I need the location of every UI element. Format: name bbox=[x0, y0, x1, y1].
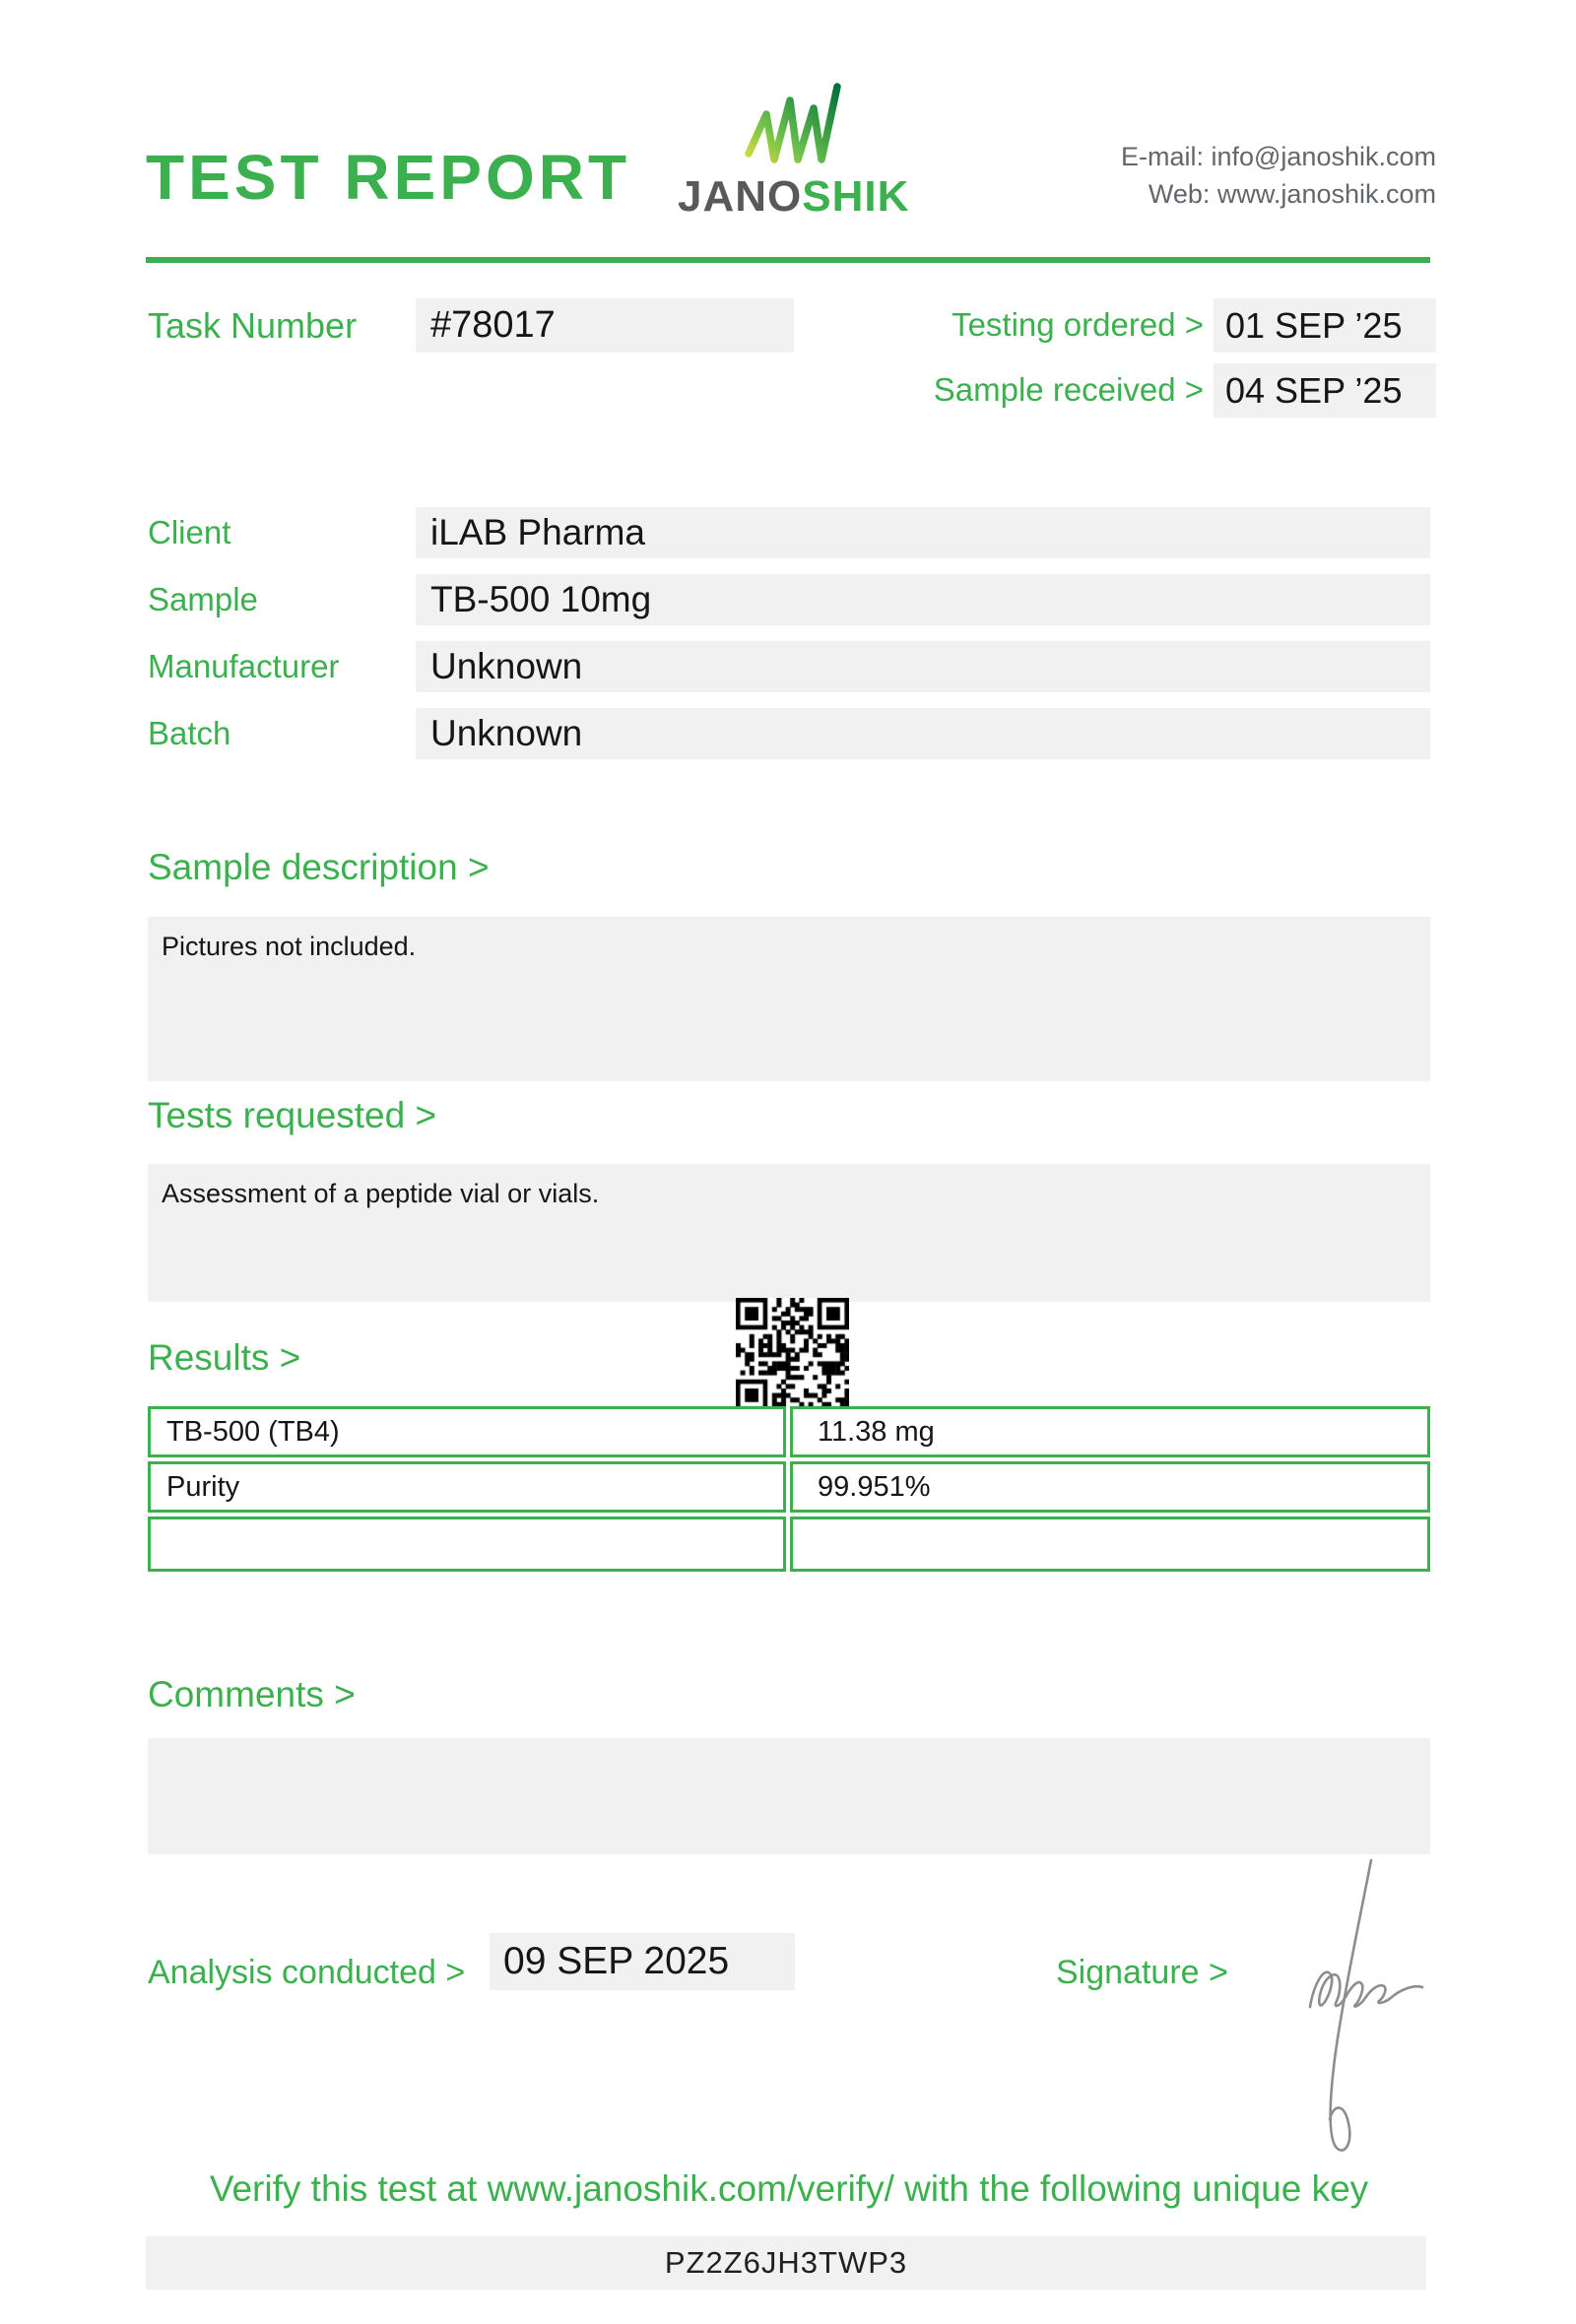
logo-word-shik: SHIK bbox=[802, 172, 910, 221]
results-heading: Results > bbox=[148, 1337, 301, 1378]
signature-label: Signature > bbox=[1056, 1954, 1228, 1991]
analysis-date-box bbox=[490, 1933, 795, 1990]
verify-instruction: Verify this test at www.janoshik.com/verify/ with the following unique key bbox=[209, 2168, 1369, 2209]
result-row-value bbox=[790, 1517, 1430, 1572]
manufacturer-box bbox=[416, 641, 1430, 692]
sample-box bbox=[416, 574, 1430, 625]
sample-description-heading: Sample description > bbox=[148, 847, 490, 887]
testing-ordered-label: Testing ordered > bbox=[952, 306, 1204, 343]
client-value: iLAB Pharma bbox=[430, 512, 645, 552]
sample-received-label: Sample received > bbox=[933, 371, 1204, 408]
batch-label: Batch bbox=[148, 715, 231, 751]
sample-description-text: Pictures not included. bbox=[162, 932, 417, 961]
analysis-date-value: 09 SEP 2025 bbox=[503, 1940, 730, 1982]
comments-heading: Comments > bbox=[148, 1674, 356, 1714]
task-number-box bbox=[416, 298, 794, 353]
signature-scribble bbox=[1290, 1857, 1438, 2172]
qr-code bbox=[736, 1298, 849, 1411]
client-box bbox=[416, 507, 1430, 558]
trend-chart-icon bbox=[743, 79, 841, 169]
analysis-conducted-label: Analysis conducted > bbox=[148, 1954, 466, 1991]
unique-key-value: PZ2Z6JH3TWP3 bbox=[664, 2245, 908, 2280]
tests-requested-text: Assessment of a peptide vial or vials. bbox=[162, 1179, 600, 1208]
web-line: Web: www.janoshik.com bbox=[1148, 179, 1436, 209]
contact-info bbox=[1121, 138, 1436, 213]
result-row-name: TB-500 (TB4) bbox=[148, 1406, 786, 1457]
task-number-label: Task Number bbox=[148, 305, 358, 346]
batch-value: Unknown bbox=[430, 713, 583, 753]
comments-box bbox=[148, 1738, 1430, 1854]
sample-received-value: 04 SEP ’25 bbox=[1225, 370, 1403, 411]
header-divider bbox=[146, 257, 1430, 263]
testing-ordered-value: 01 SEP ’25 bbox=[1225, 305, 1403, 346]
results-table bbox=[148, 1406, 1430, 1572]
result-row-name: Purity bbox=[148, 1461, 786, 1513]
unique-key-box bbox=[146, 2236, 1426, 2290]
result-row-name bbox=[148, 1517, 786, 1572]
email-line: E-mail: info@janoshik.com bbox=[1120, 142, 1436, 171]
result-row-value: 11.38 mg bbox=[790, 1406, 1430, 1457]
page-title: TEST REPORT bbox=[146, 142, 631, 213]
tests-requested-box bbox=[148, 1164, 1430, 1302]
batch-box bbox=[416, 708, 1430, 759]
manufacturer-label: Manufacturer bbox=[148, 648, 340, 684]
testing-ordered-box bbox=[1214, 298, 1436, 353]
janoshik-logo bbox=[678, 79, 910, 221]
logo-word-jano: JANO bbox=[678, 172, 803, 221]
result-row-value: 99.951% bbox=[790, 1461, 1430, 1513]
sample-description-box bbox=[148, 917, 1430, 1081]
manufacturer-value: Unknown bbox=[430, 646, 583, 686]
client-label: Client bbox=[148, 514, 231, 550]
tests-requested-heading: Tests requested > bbox=[148, 1095, 437, 1135]
sample-label: Sample bbox=[148, 581, 258, 617]
sample-received-box bbox=[1214, 363, 1436, 418]
sample-value: TB-500 10mg bbox=[430, 579, 652, 619]
task-number-value: #78017 bbox=[430, 304, 556, 346]
logo-wordmark bbox=[678, 172, 910, 221]
